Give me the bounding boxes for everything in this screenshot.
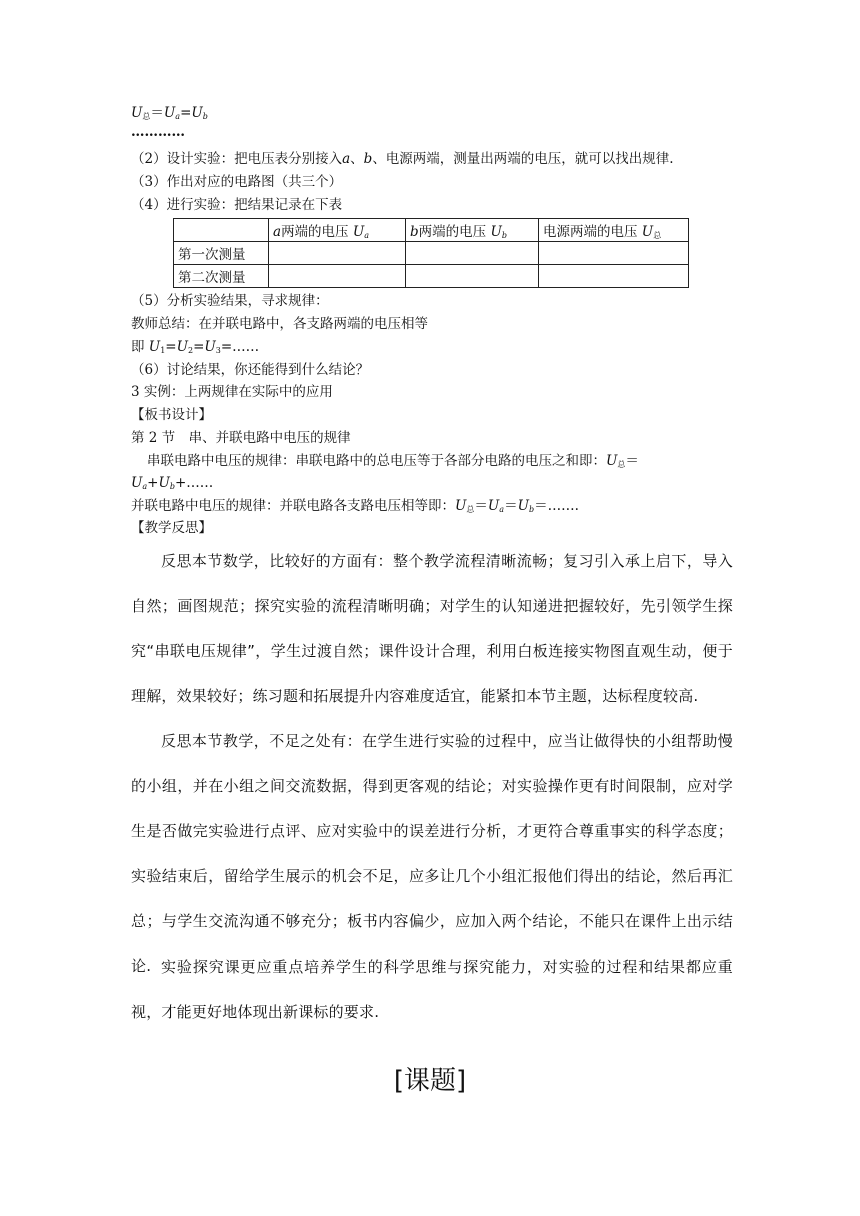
equals-sign: = — [165, 339, 177, 355]
symbol-u: U — [455, 498, 467, 514]
table-header-cell — [406, 219, 539, 242]
symbol-u: U — [131, 475, 143, 491]
prefix-text: 即 — [131, 339, 149, 355]
table-row-label: 第一次测量 — [174, 242, 269, 265]
equals-sign: ＝ — [150, 105, 164, 121]
table-header-row — [174, 219, 689, 242]
subscript: 3 — [215, 346, 221, 355]
variable-a: a — [342, 151, 351, 167]
header-text: 两端的电压 — [418, 224, 487, 240]
measurement-table — [173, 218, 689, 288]
symbol-u: U — [158, 475, 170, 491]
symbol-u: U — [487, 498, 500, 514]
teacher-summary: 教师总结：在并联电路中，各支路两端的电压相等 — [131, 316, 428, 332]
symbol-u: U — [606, 453, 618, 469]
table-cell — [539, 242, 689, 265]
subscript: b — [169, 482, 175, 491]
symbol-u: U — [490, 224, 502, 240]
ellipsis: +…… — [175, 475, 214, 491]
symbol-u: U — [131, 105, 143, 121]
table-cell — [406, 242, 539, 265]
ellipsis: =…… — [220, 339, 260, 355]
subscript: 总 — [466, 505, 475, 514]
equals-sign: ＝ — [504, 498, 518, 514]
table-cell — [406, 265, 539, 288]
series-rule-continued — [131, 474, 213, 496]
plus-sign: + — [147, 475, 159, 491]
subscript: 总 — [617, 460, 626, 469]
variable-b: b — [410, 224, 419, 240]
teaching-reflection-heading: 【教学反思】 — [131, 520, 212, 536]
subscript: 总 — [142, 112, 151, 121]
step-text: （2）设计实验：把电压表分别接入 — [131, 151, 343, 167]
symbol-u: U — [148, 339, 161, 355]
table-cell — [269, 265, 406, 288]
table-cell — [539, 265, 689, 288]
reflection-paragraph-2: 反思本节教学，不足之处有：在学生进行实验的过程中，应当让做得快的小组帮助慢的小组，并在小组之间交流数据，得到更客观的结论；对实验操作更有时间限制，应对学生是否做完实验进行点评、应对实验中的误差进行分析，才更符合尊重事实的科学态度；实验结束后，留给学生展示的机会不足，应多让几个小组汇报他们得出的结论，然后再汇总；与学生交流沟通不够充分；板书内容偏少，应加入两个结论，不能只在课件上出示结论. — [131, 732, 733, 975]
series-rule — [147, 452, 639, 474]
symbol-u: U — [641, 223, 654, 240]
subscript: a — [175, 112, 181, 121]
subscript: 1 — [160, 346, 166, 355]
step-3-diagram: （3）作出对应的电路图（共三个） — [131, 174, 343, 190]
step-2-design — [131, 150, 674, 168]
formula-parallel — [131, 338, 259, 360]
reflection-paragraph-3: 实验探究课更应重点培养学生的科学思维与探究能力，对实验的过程和结果都应重视，才能更好地体现出新课标的要求. — [131, 958, 733, 1021]
rule-text: 串联电路中电压的规律：串联电路中的总电压等于各部分电路的电压之和即： — [147, 453, 606, 469]
ellipsis: ＝……. — [534, 498, 579, 514]
equals-sign: ＝ — [625, 453, 639, 469]
section-title: 第 2 节 串、并联电路中电压的规律 — [131, 430, 351, 446]
variable-a: a — [273, 224, 282, 240]
subscript: b — [528, 505, 535, 514]
rule-text: 并联电路中电压的规律：并联电路各支路电压相等即： — [131, 498, 455, 514]
subscript: b — [202, 112, 208, 121]
ellipsis-line: ………… — [131, 124, 185, 140]
parallel-rule — [131, 497, 579, 519]
equals-sign: = — [193, 339, 205, 355]
subscript: 2 — [187, 346, 194, 355]
table-row — [174, 265, 689, 288]
header-text: 电源两端的电压 — [543, 223, 638, 240]
table-header-cell — [269, 219, 406, 242]
subscript: b — [501, 231, 507, 240]
equals-sign: ＝ — [474, 498, 488, 514]
variable-b: b — [363, 151, 373, 167]
symbol-u: U — [204, 339, 216, 355]
topic-title: [课题] — [393, 1066, 467, 1096]
table-header-cell — [539, 219, 689, 242]
symbol-u: U — [352, 224, 365, 240]
subscript: a — [499, 505, 505, 514]
subscript: a — [142, 482, 148, 491]
reflection-paragraph-1: 反思本节数学，比较好的方面有：整个教学流程清晰流畅；复习引入承上启下，导入自然；画图规范；探究实验的流程清晰明确；对学生的认知递进把握较好，先引领学生探究“串联电压规律”，学生过渡自然；课件设计合理，利用白板连接实物图直观生动，便于理解，效果较好；练习题和拓展提升内容难度适宜，能紧扣本节主题，达标程度较高. — [131, 552, 733, 705]
separator: 、 — [350, 151, 364, 167]
symbol-u: U — [163, 105, 176, 121]
subscript: a — [364, 231, 370, 240]
table-row-label: 第二次测量 — [174, 265, 269, 288]
step-6-discussion: （6）讨论结果，你还能得到什么结论？ — [131, 362, 370, 378]
symbol-u: U — [176, 339, 188, 355]
step-4-experiment: （4）进行实验：把结果记录在下表 — [131, 197, 343, 213]
symbol-u: U — [191, 105, 203, 121]
step-text: 、电源两端，测量出两端的电压，就可以找出规律. — [372, 151, 674, 167]
step-5-analysis: （5）分析实验结果，寻求规律： — [131, 293, 329, 309]
subscript: 总 — [653, 230, 662, 240]
equals-sign: = — [180, 105, 192, 121]
symbol-u: U — [517, 498, 529, 514]
table-header-cell — [174, 219, 269, 242]
table-cell — [269, 242, 406, 265]
board-design-heading: 【板书设计】 — [131, 407, 212, 423]
table-row — [174, 242, 689, 265]
header-text: 两端的电压 — [281, 224, 349, 240]
example-3: 3 实例：上两规律在实际中的应用 — [131, 384, 333, 400]
